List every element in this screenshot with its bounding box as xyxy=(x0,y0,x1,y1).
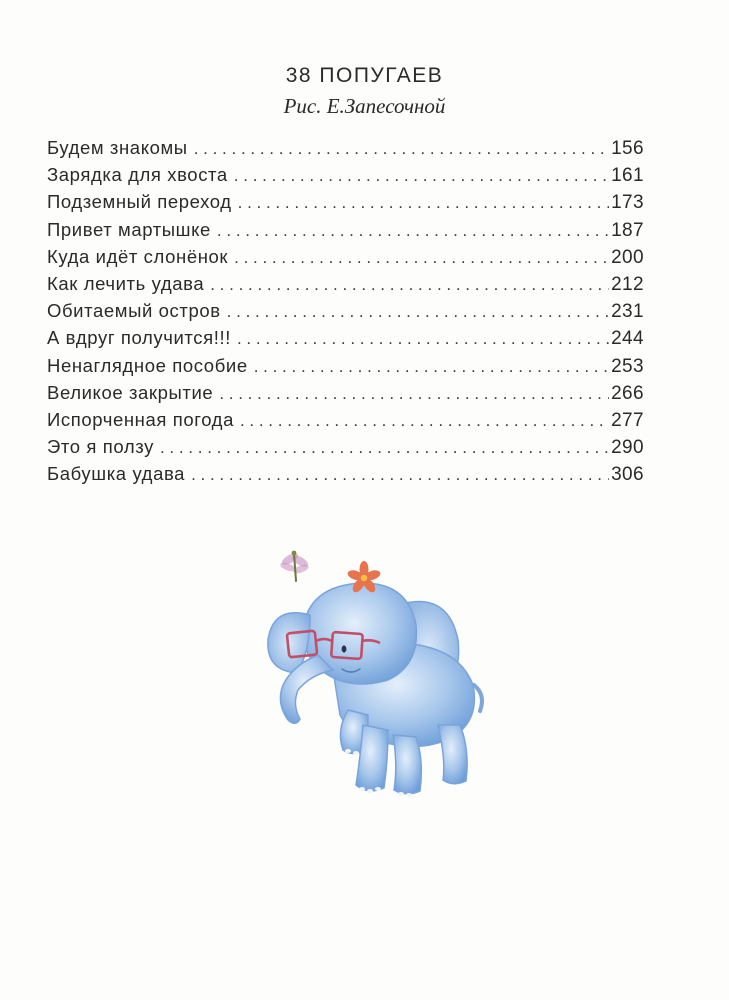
toc-entry[interactable] xyxy=(47,355,644,382)
toc-entry[interactable] xyxy=(47,246,644,273)
toc-entry[interactable] xyxy=(47,219,644,246)
toc-leader-dots xyxy=(191,465,609,485)
toc-leader-dots xyxy=(240,411,609,431)
toc-entry-page: 156 xyxy=(611,138,644,159)
section-title: 38 ПОПУГАЕВ xyxy=(285,64,444,87)
toc-leader-dots xyxy=(238,193,609,213)
toc-entry[interactable] xyxy=(47,273,644,300)
toc-entry-title: А вдруг получится!!! xyxy=(47,327,231,349)
toc-entry-page: 173 xyxy=(611,192,644,214)
toc-entry-title: Испорченная погода xyxy=(47,408,234,430)
toc-entry-page: 253 xyxy=(611,355,644,377)
toc-leader-dots xyxy=(219,384,609,404)
toc-entry-page: 290 xyxy=(611,437,644,459)
toc-entry[interactable] xyxy=(47,137,644,164)
toc-entry-page: 231 xyxy=(611,301,644,323)
toc-leader-dots xyxy=(254,357,609,377)
toc-entry-page: 161 xyxy=(611,165,644,187)
toc-entry-title: Зарядка для хвоста xyxy=(47,164,228,186)
toc-leader-dots xyxy=(234,248,609,268)
toc-entry-page: 212 xyxy=(611,273,644,295)
toc-entry-page: 244 xyxy=(611,328,644,350)
toc-entry-title: Великое закрытие xyxy=(47,381,214,403)
toc-entry-title: Это я ползу xyxy=(47,436,154,458)
toc-leader-dots xyxy=(227,302,609,322)
toc-entry[interactable] xyxy=(47,409,644,436)
toc-leader-dots xyxy=(234,166,609,186)
toc-leader-dots xyxy=(194,139,609,159)
toc-entry-title: Ненаглядное пособие xyxy=(47,354,248,376)
toc-entry[interactable] xyxy=(47,436,644,463)
dragonfly-icon xyxy=(279,551,310,581)
toc-entry-page: 277 xyxy=(611,409,644,431)
toc-entry-title: Как лечить удава xyxy=(47,272,205,294)
toc-entry-title: Будем знакомы xyxy=(47,137,188,158)
toc-entry[interactable] xyxy=(47,164,644,191)
toc-entry-title: Обитаемый остров xyxy=(47,300,221,322)
toc-entry-page: 306 xyxy=(611,464,644,486)
toc-leader-dots xyxy=(160,438,609,458)
table-of-contents xyxy=(47,137,644,490)
toc-leader-dots xyxy=(237,329,609,349)
toc-leader-dots xyxy=(210,275,609,295)
toc-entry-page: 187 xyxy=(611,219,644,241)
toc-entry[interactable] xyxy=(47,300,644,327)
toc-entry[interactable] xyxy=(47,463,644,490)
toc-entry-page: 266 xyxy=(611,382,644,404)
elephant-illustration xyxy=(248,545,498,805)
toc-entry-page: 200 xyxy=(611,246,644,268)
toc-entry-title: Куда идёт слонёнок xyxy=(47,245,229,267)
illustrator-credit: Рис. Е.Запесочной xyxy=(283,94,446,118)
toc-entry[interactable] xyxy=(47,327,644,354)
toc-leader-dots xyxy=(217,221,609,241)
toc-entry-title: Привет мартышке xyxy=(47,218,211,240)
toc-entry[interactable] xyxy=(47,191,644,218)
toc-entry-title: Бабушка удава xyxy=(47,463,186,485)
toc-entry[interactable] xyxy=(47,382,644,409)
toc-entry-title: Подземный переход xyxy=(47,191,232,213)
